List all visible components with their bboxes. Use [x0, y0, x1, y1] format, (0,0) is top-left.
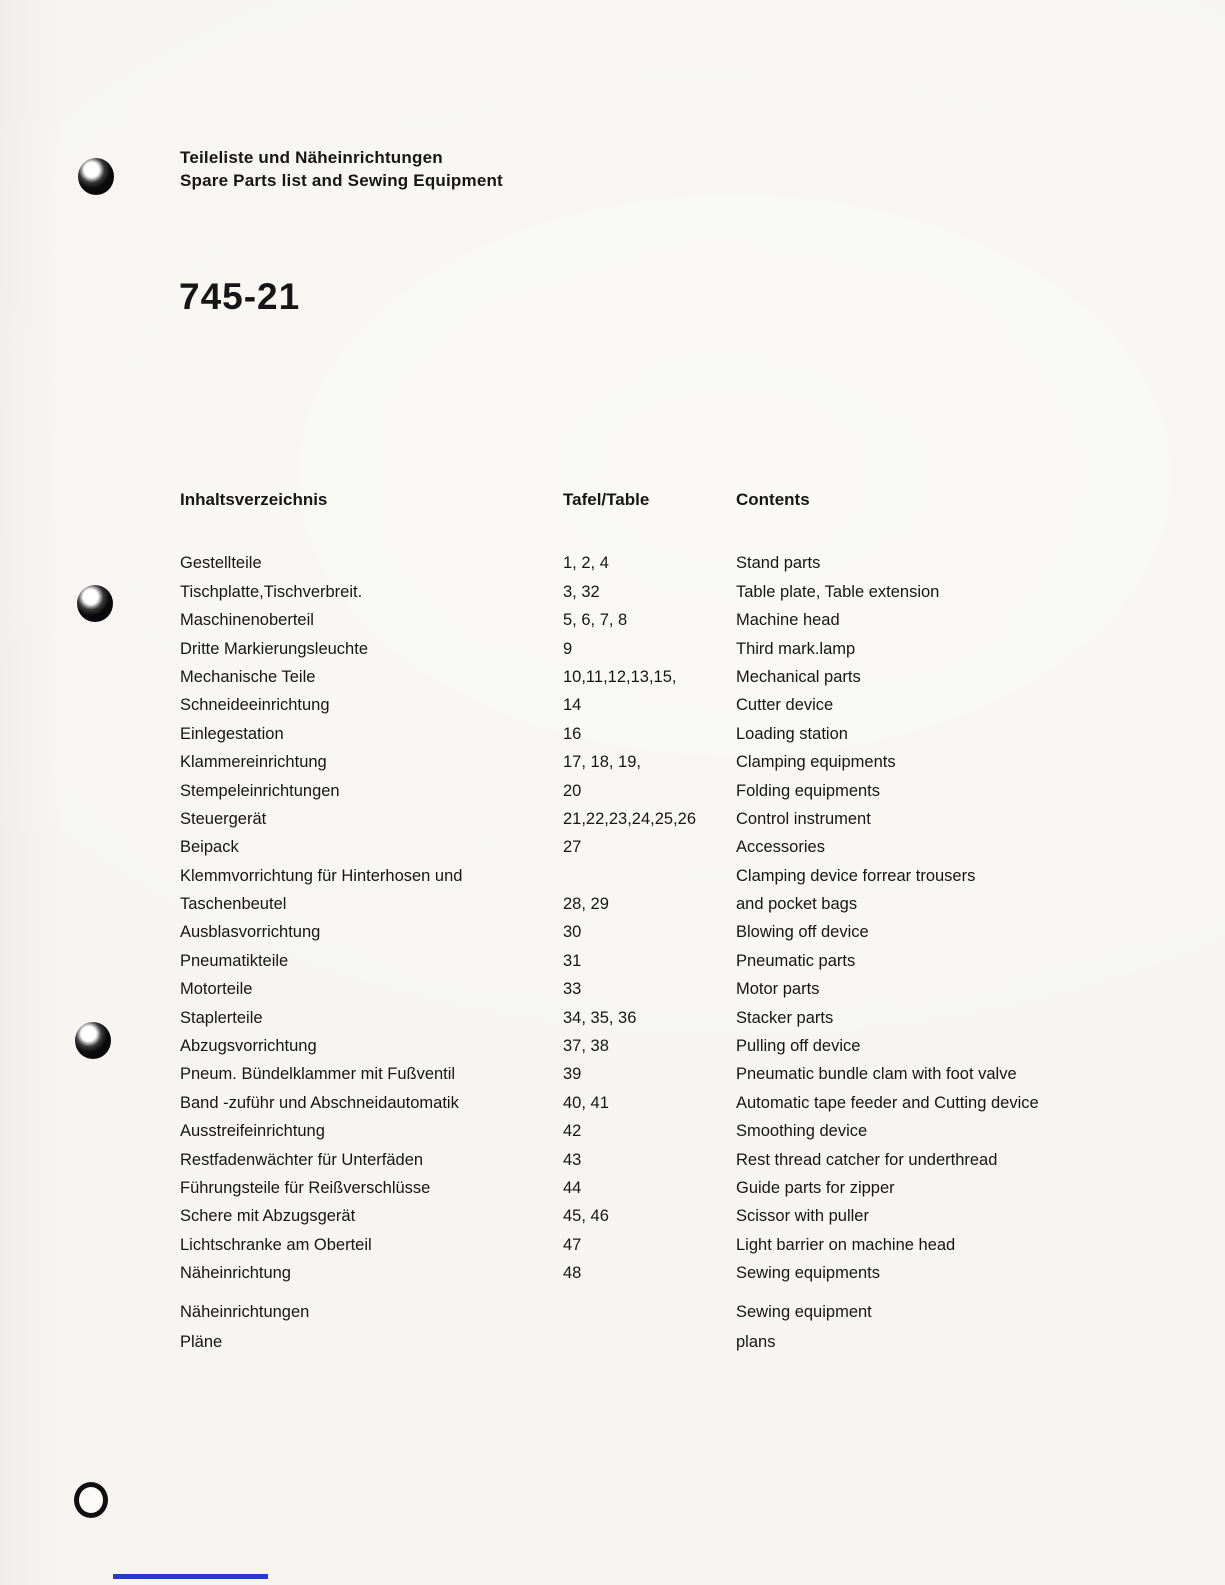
- toc-row: [180, 583, 1170, 611]
- toc-entry-tables: 9: [563, 639, 573, 658]
- footer-entry-de: Näheinrichtungen: [180, 1303, 310, 1321]
- toc-entry-de: Taschenbeutel: [180, 895, 287, 914]
- header-title-en: Spare Parts list and Sewing Equipment: [180, 171, 503, 190]
- toc-entry-en: Scissor with puller: [736, 1207, 869, 1226]
- toc-row: [180, 1065, 1170, 1093]
- toc-row: [180, 725, 1170, 753]
- footer-row: [180, 1303, 1170, 1333]
- toc-entry-en: Automatic tape feeder and Cutting device: [736, 1093, 1039, 1112]
- toc-entry-tables: 1, 2, 4: [563, 554, 609, 573]
- toc-entry-de: Staplerteile: [180, 1008, 263, 1027]
- toc-entry-en: Pulling off device: [736, 1037, 861, 1056]
- toc-entry-tables: 14: [563, 696, 582, 715]
- toc-entry-de: Mechanische Teile: [180, 667, 316, 686]
- punch-hole-icon: [77, 585, 113, 622]
- toc-entry-tables: 34, 35, 36: [563, 1008, 637, 1027]
- toc-entry-tables: 20: [563, 781, 582, 800]
- toc-entry-de: Band -zuführ und Abschneidautomatik: [180, 1093, 459, 1112]
- toc-entry-en: Folding equipments: [736, 781, 881, 800]
- table-of-contents: [180, 490, 1170, 1293]
- toc-entry-en: Clamping device forrear trousers: [736, 866, 976, 885]
- toc-entry-en: Table plate, Table extension: [736, 582, 940, 601]
- toc-entry-de: Schneideeinrichtung: [180, 696, 330, 715]
- toc-row: [180, 980, 1170, 1008]
- toc-entry-de: Dritte Markierungsleuchte: [180, 639, 368, 658]
- toc-row: [180, 1236, 1170, 1264]
- toc-rows: [180, 554, 1170, 1292]
- toc-entry-tables: 33: [563, 980, 582, 999]
- toc-entry-en: Pneumatic parts: [736, 951, 856, 970]
- toc-entry-tables: 5, 6, 7, 8: [563, 611, 628, 630]
- toc-entry-en: Mechanical parts: [736, 667, 861, 686]
- toc-entry-de: Steuergerät: [180, 809, 267, 828]
- toc-entry-en: Blowing off device: [736, 923, 869, 942]
- toc-entry-en: Loading station: [736, 724, 848, 743]
- footer-rows: [180, 1303, 1170, 1363]
- toc-entry-en: Machine head: [736, 611, 840, 630]
- toc-entry-tables: 37, 38: [563, 1037, 609, 1056]
- toc-header-contents: Contents: [736, 490, 810, 509]
- toc-row: [180, 1094, 1170, 1122]
- toc-entry-de: Klammereinrichtung: [180, 753, 327, 772]
- toc-entry-en: Light barrier on machine head: [736, 1235, 956, 1254]
- toc-entry-en: Accessories: [736, 838, 825, 857]
- toc-entry-en: Cutter device: [736, 696, 834, 715]
- header-title-de: Teileliste und Näheinrichtungen: [180, 148, 443, 167]
- toc-header-inhaltsverzeichnis: Inhaltsverzeichnis: [180, 490, 328, 509]
- toc-entry-tables: 40, 41: [563, 1093, 609, 1112]
- toc-row: [180, 753, 1170, 781]
- toc-row: [180, 1264, 1170, 1292]
- toc-entry-de: Pneumatikteile: [180, 951, 289, 970]
- toc-entry-en: Motor parts: [736, 980, 820, 999]
- toc-header-tafel-table: Tafel/Table: [563, 490, 650, 509]
- toc-entry-de: Lichtschranke am Oberteil: [180, 1235, 372, 1254]
- toc-entry-tables: 3, 32: [563, 582, 600, 601]
- toc-entry-en: and pocket bags: [736, 895, 858, 914]
- toc-entry-tables: 42: [563, 1122, 582, 1141]
- toc-entry-de: Tischplatte,Tischverbreit.: [180, 582, 363, 601]
- toc-row: [180, 810, 1170, 838]
- punch-hole-icon: [75, 1022, 111, 1059]
- toc-entry-en: Stand parts: [736, 554, 821, 573]
- toc-entry-de: Klemmvorrichtung für Hinterhosen und: [180, 866, 463, 885]
- toc-entry-de: Pneum. Bündelklammer mit Fußventil: [180, 1065, 456, 1084]
- punch-hole-icon: [78, 158, 114, 195]
- footer-entry-en: plans: [736, 1333, 776, 1351]
- toc-row: [180, 1207, 1170, 1235]
- toc-row: [180, 640, 1170, 668]
- toc-entry-tables: 28, 29: [563, 895, 609, 914]
- toc-entry-de: Näheinrichtung: [180, 1264, 291, 1283]
- toc-row: [180, 1179, 1170, 1207]
- toc-entry-de: Führungsteile für Reißverschlüsse: [180, 1178, 431, 1197]
- toc-entry-de: Maschinenoberteil: [180, 611, 314, 630]
- toc-entry-en: Control instrument: [736, 809, 871, 828]
- footer-entry-de: Pläne: [180, 1333, 223, 1351]
- toc-entry-tables: 27: [563, 838, 582, 857]
- toc-entry-tables: 45, 46: [563, 1207, 609, 1226]
- toc-entry-tables: 31: [563, 951, 582, 970]
- toc-entry-tables: 30: [563, 923, 582, 942]
- toc-entry-en: Sewing equipments: [736, 1264, 881, 1283]
- toc-row: [180, 668, 1170, 696]
- punch-hole-icon: [74, 1482, 108, 1518]
- toc-row: [180, 554, 1170, 582]
- toc-entry-de: Beipack: [180, 838, 239, 857]
- toc-entry-de: Restfadenwächter für Unterfäden: [180, 1150, 424, 1169]
- toc-entry-en: Third mark.lamp: [736, 639, 856, 658]
- toc-entry-tables: 48: [563, 1264, 582, 1283]
- toc-entry-de: Ausblasvorrichtung: [180, 923, 321, 942]
- bottom-blue-mark: [113, 1574, 268, 1579]
- footer-row: [180, 1333, 1170, 1363]
- toc-row: [180, 1151, 1170, 1179]
- toc-entry-en: Smoothing device: [736, 1122, 868, 1141]
- toc-entry-en: Pneumatic bundle clam with foot valve: [736, 1065, 1017, 1084]
- toc-entry-tables: 44: [563, 1178, 582, 1197]
- toc-entry-en: Stacker parts: [736, 1008, 834, 1027]
- toc-entry-de: Ausstreifeinrichtung: [180, 1122, 325, 1141]
- toc-row: [180, 923, 1170, 951]
- toc-entry-tables: 16: [563, 724, 582, 743]
- toc-entry-tables: 21,22,23,24,25,26: [563, 809, 697, 828]
- toc-row: [180, 782, 1170, 810]
- toc-row: [180, 1009, 1170, 1037]
- toc-row: [180, 952, 1170, 980]
- toc-entry-de: Gestellteile: [180, 554, 262, 573]
- toc-entry-tables: 43: [563, 1150, 582, 1169]
- toc-entry-tables: 39: [563, 1065, 582, 1084]
- toc-entry-de: Einlegestation: [180, 724, 284, 743]
- toc-entry-tables: 47: [563, 1235, 582, 1254]
- toc-row: [180, 838, 1170, 866]
- document-header: [180, 146, 503, 192]
- toc-entry-tables: 17, 18, 19,: [563, 753, 641, 772]
- toc-row: [180, 867, 1170, 895]
- toc-row: [180, 611, 1170, 639]
- toc-entry-en: Rest thread catcher for underthread: [736, 1150, 998, 1169]
- toc-entry-en: Guide parts for zipper: [736, 1178, 895, 1197]
- toc-row: [180, 696, 1170, 724]
- toc-row: [180, 1122, 1170, 1150]
- model-number: 745-21: [179, 276, 301, 317]
- toc-entry-de: Stempeleinrichtungen: [180, 781, 340, 800]
- toc-entry-de: Abzugsvorrichtung: [180, 1037, 317, 1056]
- toc-header-row: [180, 490, 1170, 518]
- toc-entry-tables: 10,11,12,13,15,: [563, 667, 677, 686]
- footer-entry-en: Sewing equipment: [736, 1303, 872, 1321]
- toc-entry-de: Schere mit Abzugsgerät: [180, 1207, 356, 1226]
- toc-entry-de: Motorteile: [180, 980, 253, 999]
- toc-row: [180, 1037, 1170, 1065]
- toc-row: [180, 895, 1170, 923]
- toc-entry-en: Clamping equipments: [736, 753, 896, 772]
